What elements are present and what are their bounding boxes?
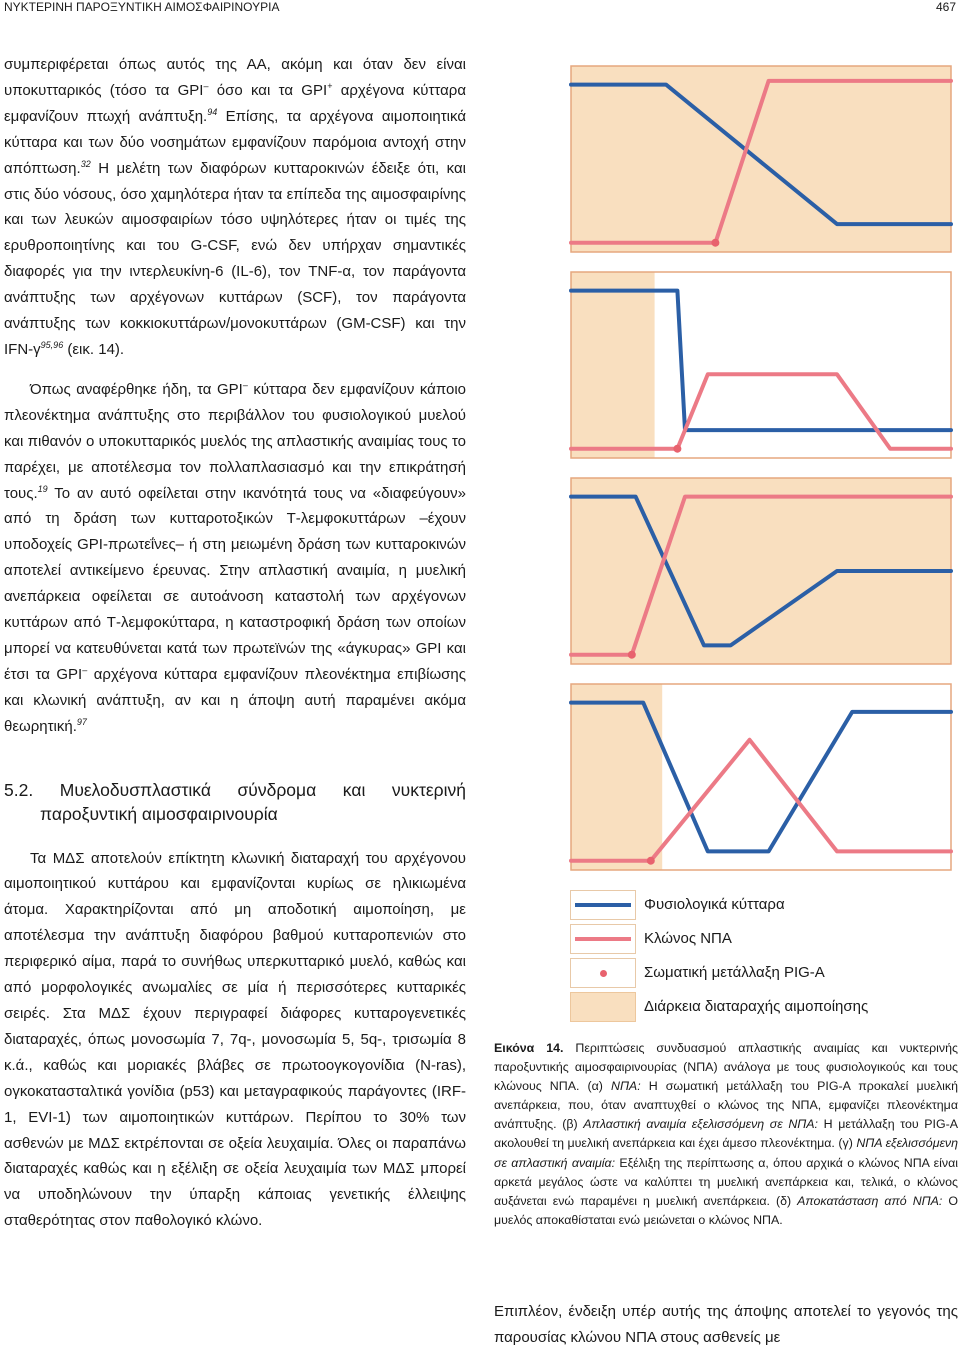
text-run: συμπεριφέρεται όπως αυτός της ΑΑ, ακόμη και όταν δεν είναι υποκυτταρικός (τόσο τα GPI (4, 56, 466, 99)
section-heading: 5.2. Μυελοδυσπλαστικά σύνδρομα και νυκτερινή παροξυντική αιμοσφαιρινουρία (4, 779, 466, 824)
text-run: κύτταρα δεν εμφανίζουν κάποιο πλεονέκτημα ανάπτυξης στο περιβάλλον του φυσιολογικού μυελού και πιθανόν ο υποκυτταρικός μυελός της απλαστικής αναιμίας τους το παρέχει, με αποτέλεσμα τον πολλαπλασιασμό και την επικράτησή τους. (4, 380, 466, 502)
caption-text: Η μετάλλαξη του PIG-A ακολουθεί τη μυελική ανεπάρκεια και έχει άμεσο πλεονέκτημα. (γ) (494, 1117, 958, 1151)
caption-text: Εξέλιξη της περίπτωσης α, όπου αρχικά ο κλώνος ΝΠΑ είναι αρκετά μεγάλος ώστε να καλύπτει τη μυελική ανεπάρκεια και, τελικά, ο κλώνος αυξάνεται ενώ παραμένει η μυελική ανεπάρκεια. (δ) (494, 1155, 958, 1208)
figure-panel-c (565, 472, 957, 670)
left-column (4, 52, 466, 1234)
legend-item-pnh (570, 924, 960, 958)
legend-swatch-pnh (570, 924, 636, 954)
legend-label-pnh: Κλώνος ΝΠΑ (644, 930, 732, 947)
text-run: Η μελέτη των διαφόρων κυτταροκινών έδειξε ότι, και στις δύο νόσους, όσο χαμηλότερα ήταν τα επίπεδα της αιμοσφαιρίνης και των λευκών αιμοσφαιρίων τόσο υψηλότερες ήταν οι τιμές της ερυθροποιητίνης και του G-CSF, ενώ δεν υπήρχαν σημαντικές διαφορές για την ιντερλευκίνη-6 (IL-6), τον TNF-α, τον παράγοντα ανάπτυξης των αρχέγονων κυττάρων (SCF), τον παράγοντα ανάπτυξης των κοκκιοκυττάρων/μονοκυττάρων (GM-CSF) και την IFN-γ (4, 159, 466, 358)
mutation-point (647, 857, 655, 865)
paragraph-3: Τα ΜΔΣ αποτελούν επίκτητη κλωνική διαταραχή του αρχέγονου αιμοποιητικού κυττάρου και εμφανίζονται κυρίως σε ηλικιωμένα άτομα. Χαρακτηρίζονται από μη αποδοτική αιμοποίηση, με αποτέλεσμα την ανάπτυξη διαφόρου βαθμού κυτταροπενιών στο περιφερικό αίμα, παρά το συνήθως υπερκυτταρικό μυελό, καθώς και από μορφολογικές ανωμαλίες σε μία ή περισσότερες κυτταρικές σειρές. Στα ΜΔΣ έχουν περιγραφεί διάφορες κυτταρογενετικές διαταραχές, όπως μονοσωμία 7, 7q-, μονοσωμία 5, 5q-, τρισωμία 8 κ.ά., καθώς και μοριακές βλάβες σε πρωτοογκογονίδια (N-ras), ογκοκατασταλτικά γονίδια (p53) και μεταγραφικούς παράγοντες (IRF-1, EVI-1) των αιμοποιητικών κυττάρων. Περίπου το 30% των ασθενών με ΜΔΣ εκτρέπονται σε οξεία λευχαιμία. Όλες οι παραπάνω διαταραχές καθώς και η εξέλιξη σε οξεία λευχαιμία των ΜΔΣ μπορεί να υποδηλώνουν την ύπαρξη κάποιας γενετικής έλλειψης σταθερότητας στον παθολογικό κλώνο. (4, 849, 466, 1230)
paragraph-4: Επιπλέον, ένδειξη υπέρ αυτής της άποψης αποτελεί το γεγονός της παρουσίας κλώνου ΝΠΑ στους ασθενείς με (494, 1303, 958, 1346)
superscript: – (203, 80, 209, 91)
legend-item-mutation (570, 958, 960, 992)
superscript: – (242, 379, 248, 390)
caption-text: Η σωματική μετάλλαξη του PIG-A προκαλεί μυελική ανεπάρκεια, που, όταν αναπτυχθεί ο κλώνος της ΝΠΑ, εμφανίζει πλεονέκτημα ανάπτυξης. (β) (494, 1079, 958, 1132)
text-run: Όπως αναφέρθηκε ήδη, τα GPI (30, 380, 243, 398)
legend-swatch-disturbance (570, 992, 636, 1022)
citation: 19 (37, 483, 48, 494)
text-run: Το αν αυτό οφείλεται στην ικανότητά τους να «διαφεύγουν» από τη δράση των κυτταροτοξικών Τ-λεμφοκυττάρων –έχουν υποδοχείς GPI-πρωτεΐνες– ή στη μειωμένη δράση των κυτταροκινών αποτελεί αντικείμενο έρευνας. Στην απλαστική αναιμία, η μυελική ανεπάρκεια οφείλεται σε αυτοάνοση καταστολή των αρχέγονων κυττάρων από Τ-λεμφοκύτταρα, η καταστροφική δράση των οποίων μπορεί να κατευθύνεται κατά των πρωτεϊνών της «άγκυρας» GPI και έτσι τα GPI (4, 484, 466, 683)
running-header (0, 0, 960, 16)
text-run: αρχέγονα κύτταρα εμφανίζουν πλεονέκτημα επιβίωσης και κλωνική ανάπτυξη, αν και η άποψη αυτή παραμένει ακόμα θεωρητική. (4, 665, 466, 735)
paragraph-1 (4, 52, 466, 363)
text-run: Επίσης, τα αρχέγονα αιμοποιητικά κύτταρα και των δύο νοσημάτων εμφανίζουν παρόμοια αντοχή στην απόπτωση. (4, 107, 466, 177)
citation: 95,96 (40, 339, 64, 350)
mutation-point (711, 239, 719, 247)
figure-legend (570, 890, 960, 1030)
legend-swatch-normal (570, 890, 636, 920)
mutation-point (673, 445, 681, 453)
citation: 97 (76, 716, 87, 727)
legend-item-disturbance (570, 992, 960, 1026)
caption-italic: Απλαστική αναιμία εξελισσόμενη σε ΝΠΑ: (583, 1117, 818, 1132)
running-title: ΝΥΚΤΕΡΙΝΗ ΠΑΡΟΞΥΝΤΙΚΗ ΑΙΜΟΣΦΑΙΡΙΝΟΥΡΙΑ (4, 0, 280, 14)
figure-caption (494, 1039, 958, 1230)
citation: 32 (80, 158, 91, 169)
caption-label: Εικόνα 14. (494, 1041, 564, 1055)
legend-label-disturbance: Διάρκεια διαταραχής αιμοποίησης (644, 998, 869, 1015)
citation: 94 (207, 106, 218, 117)
mutation-point (628, 651, 636, 659)
page-number: 467 (935, 0, 956, 14)
text-run: (εικ. 14). (63, 340, 125, 358)
caption-italic: ΝΠΑ εξελισσόμενη σε απλαστική αναιμία: (494, 1136, 959, 1170)
superscript: + (327, 80, 333, 91)
figure-panel-a (565, 60, 957, 258)
mutation-dot-icon (600, 970, 607, 977)
caption-text: Περιπτώσεις συνδυασμού απλαστικής αναιμίας και νυκτερινής παροξυντικής αιμοσφαιρινουρίας (ΝΠΑ) ανάλογα με τους φυσιολογικούς και τους κλώνους ΝΠΑ. (α) (494, 1041, 958, 1094)
legend-label-mutation: Σωματική μετάλλαξη PIG-A (644, 964, 825, 981)
legend-line-normal (575, 903, 631, 907)
right-column-text (494, 1299, 958, 1351)
legend-item-normal (570, 890, 960, 924)
disturbance-region (571, 272, 655, 458)
paragraph-2 (4, 377, 466, 740)
figure-panel-b (565, 266, 957, 464)
figure-panel-d (565, 678, 957, 876)
figure-14 (565, 60, 957, 880)
text-run: όσο και τα GPI (208, 81, 328, 99)
legend-line-pnh (575, 937, 631, 941)
caption-italic: ΝΠΑ: (611, 1079, 641, 1094)
caption-text: Ο μυελός αποκαθίσταται ενώ μειώνεται ο κλώνος ΝΠΑ. (494, 1193, 958, 1227)
caption-italic: Αποκατάσταση από ΝΠΑ: (797, 1193, 943, 1208)
legend-swatch-mutation (570, 958, 636, 988)
legend-label-normal: Φυσιολογικά κύτταρα (644, 896, 785, 913)
superscript: – (82, 664, 88, 675)
text-run: αρχέγονα κύτταρα εμφανίζουν πτωχή ανάπτυξη. (4, 81, 466, 125)
